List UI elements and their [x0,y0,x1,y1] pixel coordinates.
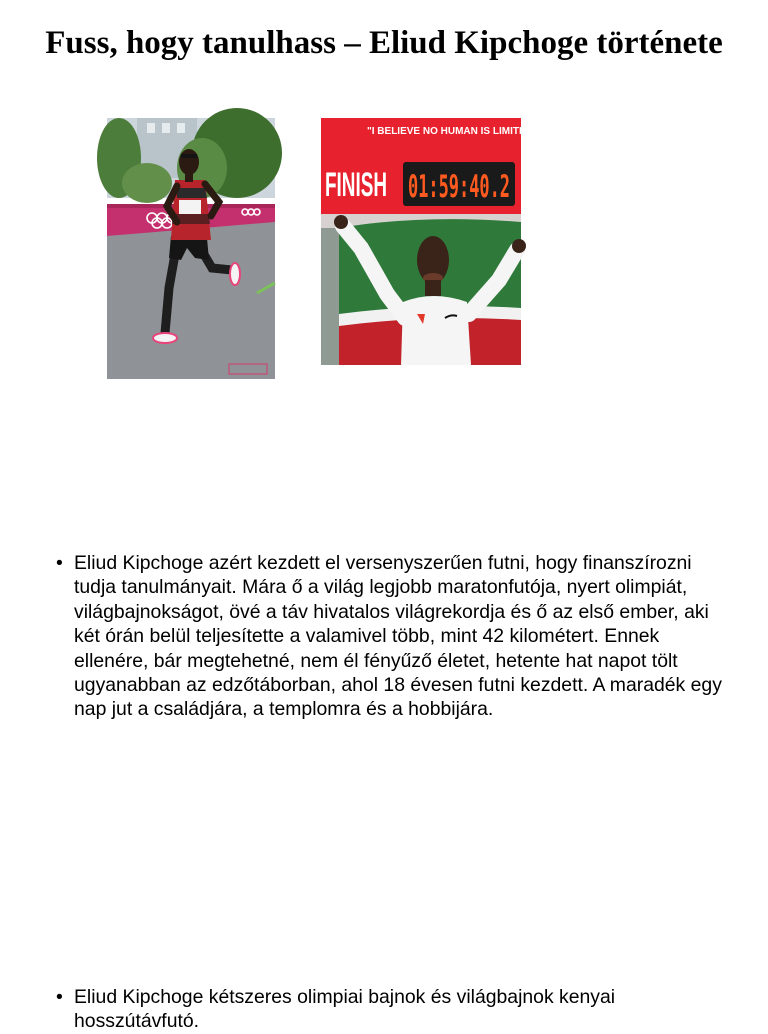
runner-photo [107,118,275,379]
finish-label: FINISH [325,166,387,204]
bullet-item [56,985,726,1034]
finish-clock: 01:59:40.2 [408,169,510,205]
bullet-item [56,551,726,722]
bullet-text: Eliud Kipchoge azért kezdett el versenyszerűen futni, hogy finanszírozni tudja tanulmányait. Mára ő a világ legjobb maratonfutója, nyert olimpiát, világbajnokságot, övé a táv hivatalos világrekordja és ő az első ember, aki két órán belül teljesítette a valamivel több, mint 42 kilométert. Ennek ellenére, bár megtehetné, nem él fényűző életet, hetente hat napot tölt ugyanabban az edzőtáborban, ahol 18 évesen futni kezdett. A maradék egy nap jut a családjára, a templomra és a hobbijára. [74,552,722,721]
finish-photo-image [321,118,587,365]
finish-photo [321,118,587,365]
bullet-marker: • [56,986,63,1008]
runner-photo-image [107,118,275,379]
bullet-list-2 [56,985,726,1034]
bullet-list-1 [56,551,726,722]
bullet-text: Eliud Kipchoge kétszeres olimpiai bajnok és világbajnok kenyai hosszútávfutó. [74,986,616,1033]
finish-banner-text: "I BELIEVE NO HUMAN IS LIMITED" - ELIUD K [367,126,587,137]
bullet-marker: • [56,552,63,574]
slide-title: Fuss, hogy tanulhass – Eliud Kipchoge története [45,25,723,61]
